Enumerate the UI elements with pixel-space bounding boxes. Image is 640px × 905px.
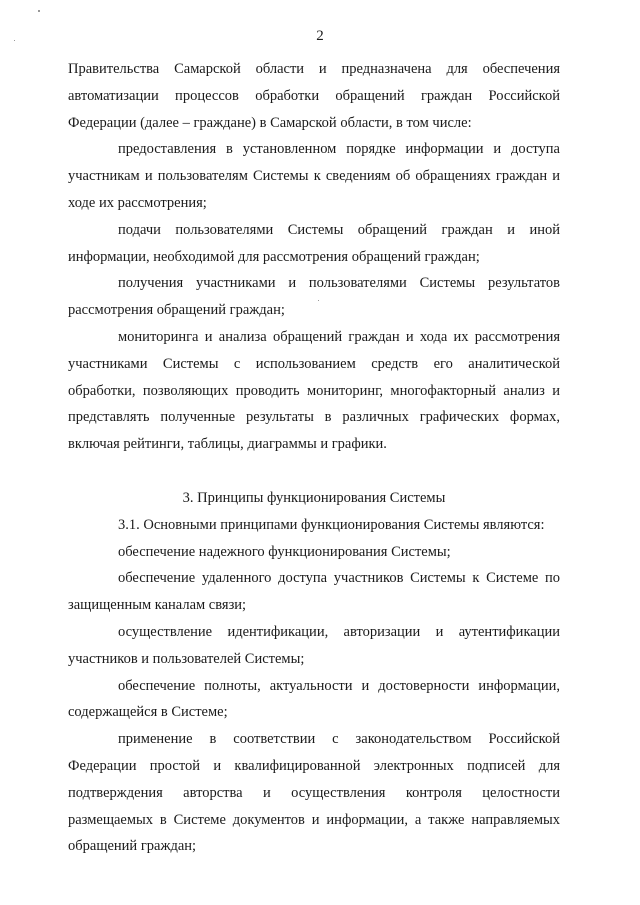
paragraph-intro-continuation: Правительства Самарской области и предназначена для обеспечения автоматизации процессов обработки обращений граждан Российской Федерации (далее – граждане) в Самарской области, в том числе: bbox=[68, 61, 560, 131]
paragraph-clause-heading: 3.1. Основными принципами функционирования Системы являются: bbox=[118, 516, 545, 533]
scan-speck bbox=[38, 10, 40, 12]
paragraph-list-item: обеспечение удаленного доступа участников Системы к Системе по защищенным каналам связи; bbox=[68, 570, 560, 614]
paragraph-list-item: обеспечение надежного функционирования Системы; bbox=[118, 543, 451, 560]
paragraph-list-item: применение в соответствии с законодательством Российской Федерации простой и квалифицированной электронных подписей для подтверждения авторства и осуществления контроля целостности размещаемых в Системе документов и информации, а также направляемых обращений граждан; bbox=[68, 731, 560, 855]
paragraph-list-item: получения участниками и пользователями Системы результатов рассмотрения обращений граждан; bbox=[68, 275, 560, 319]
paragraph-list-item: мониторинга и анализа обращений граждан и хода их рассмотрения участниками Системы с использованием средств его аналитической обработки, позволяющих проводить мониторинг, многофакторный анализ и представлять полученные результаты в различных графических формах, включая рейтинги, таблицы, диаграммы и графики. bbox=[68, 328, 560, 453]
page-number: 2 bbox=[316, 28, 324, 44]
paragraph-list-item: предоставления в установленном порядке информации и доступа участникам и пользователям Системы к сведениям об обращениях граждан и ходе их рассмотрения; bbox=[68, 141, 560, 211]
document-body bbox=[68, 56, 560, 860]
paragraph-list-item: осуществление идентификации, авторизации и аутентификации участников и пользователей Системы; bbox=[68, 623, 560, 667]
paragraph-list-item: обеспечение полноты, актуальности и достоверности информации, содержащейся в Системе; bbox=[68, 677, 560, 721]
section-title: 3. Принципы функционирования Системы bbox=[182, 489, 446, 506]
paragraph-list-item: подачи пользователями Системы обращений граждан и иной информации, необходимой для рассмотрения обращений граждан; bbox=[68, 221, 560, 265]
